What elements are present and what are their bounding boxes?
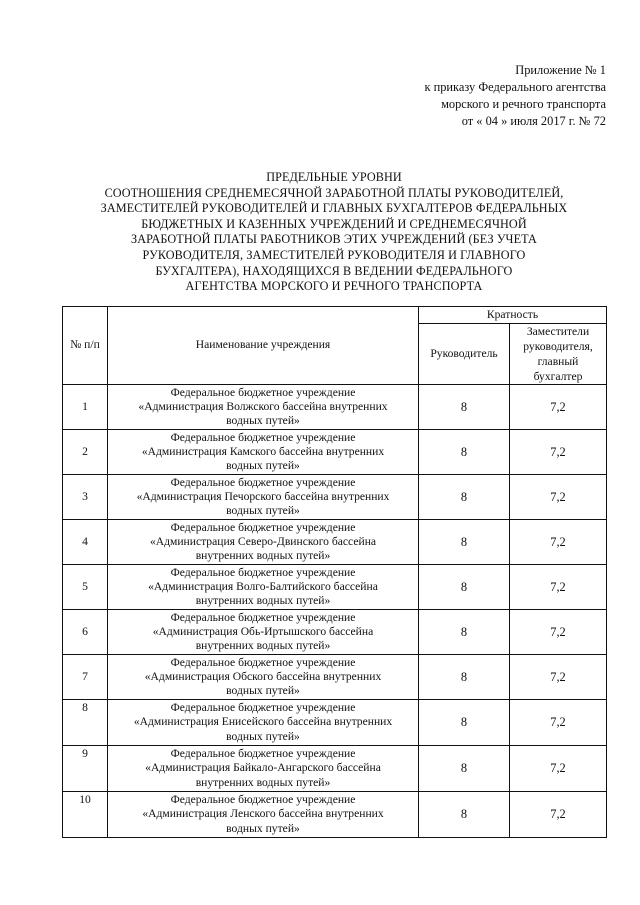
title-line: РУКОВОДИТЕЛЯ, ЗАМЕСТИТЕЛЕЙ РУКОВОДИТЕЛЯ И ГЛАВНОГО bbox=[142, 247, 526, 262]
institution-name-line: «Администрация Обь-Иртышского бассейна bbox=[152, 624, 374, 638]
institution-name-line: Федеральное бюджетное учреждение bbox=[170, 430, 356, 444]
institution-name-line: водных путей» bbox=[226, 684, 300, 698]
deputy-ratio: 7,2 bbox=[510, 655, 607, 700]
institution-name bbox=[108, 746, 419, 792]
institution-name-line: «Администрация Северо-Двинского бассейна bbox=[149, 534, 377, 548]
deputy-ratio: 7,2 bbox=[510, 475, 607, 520]
header-deputies bbox=[510, 324, 607, 385]
institution-name-line: «Администрация Волжского бассейна внутренних bbox=[138, 399, 388, 413]
table-body bbox=[63, 385, 607, 838]
institution-name bbox=[108, 385, 419, 430]
header-number: № п/п bbox=[63, 307, 108, 385]
table-row bbox=[63, 700, 607, 746]
institution-name-line: Федеральное бюджетное учреждение bbox=[170, 655, 356, 669]
table-row bbox=[63, 475, 607, 520]
title-line: БЮДЖЕТНЫХ И КАЗЕННЫХ УЧРЕЖДЕНИЙ И СРЕДНЕМЕСЯЧНОЙ bbox=[141, 216, 527, 231]
institution-name-line: Федеральное бюджетное учреждение bbox=[170, 385, 356, 399]
head-ratio: 8 bbox=[419, 700, 510, 746]
institution-name-line: водных путей» bbox=[226, 459, 300, 473]
row-number: 9 bbox=[63, 746, 108, 792]
institution-name-line: «Администрация Енисейского бассейна внутренних bbox=[133, 715, 393, 729]
row-number: 2 bbox=[63, 430, 108, 475]
institution-name-line: «Администрация Камского бассейна внутренних bbox=[141, 444, 385, 458]
limits-table bbox=[62, 306, 607, 838]
table-row bbox=[63, 430, 607, 475]
deputy-ratio: 7,2 bbox=[510, 610, 607, 655]
institution-name bbox=[108, 475, 419, 520]
head-ratio: 8 bbox=[419, 475, 510, 520]
document-title bbox=[70, 170, 598, 295]
institution-name-line: Федеральное бюджетное учреждение bbox=[170, 475, 356, 489]
deputy-ratio: 7,2 bbox=[510, 385, 607, 430]
head-ratio: 8 bbox=[419, 385, 510, 430]
deputy-ratio: 7,2 bbox=[510, 430, 607, 475]
table-row bbox=[63, 746, 607, 792]
institution-name-line: «Администрация Волго-Балтийского бассейна bbox=[148, 579, 378, 593]
appendix-line: от « 04 » июля 2017 г. № 72 bbox=[461, 114, 606, 128]
header-deputies-line: бухгалтер bbox=[533, 370, 583, 383]
head-ratio: 8 bbox=[419, 565, 510, 610]
row-number: 4 bbox=[63, 520, 108, 565]
institution-name-line: Федеральное бюджетное учреждение bbox=[170, 610, 356, 624]
head-ratio: 8 bbox=[419, 610, 510, 655]
table-row bbox=[63, 655, 607, 700]
institution-name-line: «Администрация Обского бассейна внутренних bbox=[144, 669, 382, 683]
institution-name-line: внутренних водных путей» bbox=[195, 775, 331, 789]
institution-name bbox=[108, 792, 419, 838]
institution-name-line: Федеральное бюджетное учреждение bbox=[170, 701, 356, 715]
title-line: ЗАРАБОТНОЙ ПЛАТЫ РАБОТНИКОВ ЭТИХ УЧРЕЖДЕНИЙ (БЕЗ УЧЕТА bbox=[131, 232, 537, 247]
institution-name-line: Федеральное бюджетное учреждение bbox=[170, 747, 356, 761]
institution-name bbox=[108, 700, 419, 746]
institution-name bbox=[108, 565, 419, 610]
appendix-line: морского и речного транспорта bbox=[441, 97, 606, 111]
institution-name-line: водных путей» bbox=[226, 821, 300, 835]
head-ratio: 8 bbox=[419, 430, 510, 475]
institution-name-line: внутренних водных путей» bbox=[195, 594, 331, 608]
institution-name bbox=[108, 655, 419, 700]
header-deputies-line: главный bbox=[537, 355, 579, 368]
institution-name bbox=[108, 520, 419, 565]
head-ratio: 8 bbox=[419, 520, 510, 565]
title-line: СООТНОШЕНИЯ СРЕДНЕМЕСЯЧНОЙ ЗАРАБОТНОЙ ПЛАТЫ РУКОВОДИТЕЛЕЙ, bbox=[104, 185, 564, 200]
institution-name-line: «Администрация Ленского бассейна внутренних bbox=[142, 807, 384, 821]
institution-name-line: Федеральное бюджетное учреждение bbox=[170, 793, 356, 807]
row-number: 7 bbox=[63, 655, 108, 700]
title-line: ЗАМЕСТИТЕЛЕЙ РУКОВОДИТЕЛЕЙ И ГЛАВНЫХ БУХГАЛТЕРОВ ФЕДЕРАЛЬНЫХ bbox=[100, 201, 568, 216]
header-head: Руководитель bbox=[419, 324, 510, 385]
row-number: 5 bbox=[63, 565, 108, 610]
head-ratio: 8 bbox=[419, 746, 510, 792]
institution-name-line: внутренних водных путей» bbox=[195, 639, 331, 653]
header-name: Наименование учреждения bbox=[108, 307, 419, 385]
table-row bbox=[63, 565, 607, 610]
table-row bbox=[63, 385, 607, 430]
appendix-line: к приказу Федерального агентства bbox=[424, 80, 606, 94]
institution-name-line: водных путей» bbox=[226, 414, 300, 428]
row-number: 3 bbox=[63, 475, 108, 520]
deputy-ratio: 7,2 bbox=[510, 792, 607, 838]
appendix-block bbox=[424, 62, 606, 130]
table-row bbox=[63, 792, 607, 838]
appendix-line: Приложение № 1 bbox=[515, 63, 606, 77]
deputy-ratio: 7,2 bbox=[510, 565, 607, 610]
deputy-ratio: 7,2 bbox=[510, 700, 607, 746]
deputy-ratio: 7,2 bbox=[510, 520, 607, 565]
table-row bbox=[63, 610, 607, 655]
institution-name-line: «Администрация Байкало-Ангарского бассейна bbox=[145, 761, 381, 775]
row-number: 10 bbox=[63, 792, 108, 838]
row-number: 6 bbox=[63, 610, 108, 655]
header-multiplicity: Кратность bbox=[419, 307, 607, 324]
institution-name bbox=[108, 430, 419, 475]
deputy-ratio: 7,2 bbox=[510, 746, 607, 792]
institution-name bbox=[108, 610, 419, 655]
title-line: БУХГАЛТЕРА), НАХОДЯЩИХСЯ В ВЕДЕНИИ ФЕДЕРАЛЬНОГО bbox=[155, 263, 513, 278]
institution-name-line: «Администрация Печорского бассейна внутренних bbox=[136, 489, 390, 503]
institution-name-line: водных путей» bbox=[226, 504, 300, 518]
institution-name-line: внутренних водных путей» bbox=[195, 549, 331, 563]
title-line: АГЕНТСТВА МОРСКОГО И РЕЧНОГО ТРАНСПОРТА bbox=[185, 279, 483, 294]
institution-name-line: Федеральное бюджетное учреждение bbox=[170, 520, 356, 534]
table-row bbox=[63, 520, 607, 565]
row-number: 8 bbox=[63, 700, 108, 746]
row-number: 1 bbox=[63, 385, 108, 430]
header-deputies-line: руководителя, bbox=[523, 340, 593, 353]
head-ratio: 8 bbox=[419, 792, 510, 838]
institution-name-line: водных путей» bbox=[226, 729, 300, 743]
header-deputies-line: Заместители bbox=[526, 325, 590, 338]
head-ratio: 8 bbox=[419, 655, 510, 700]
institution-name-line: Федеральное бюджетное учреждение bbox=[170, 565, 356, 579]
title-line: ПРЕДЕЛЬНЫЕ УРОВНИ bbox=[266, 170, 402, 184]
